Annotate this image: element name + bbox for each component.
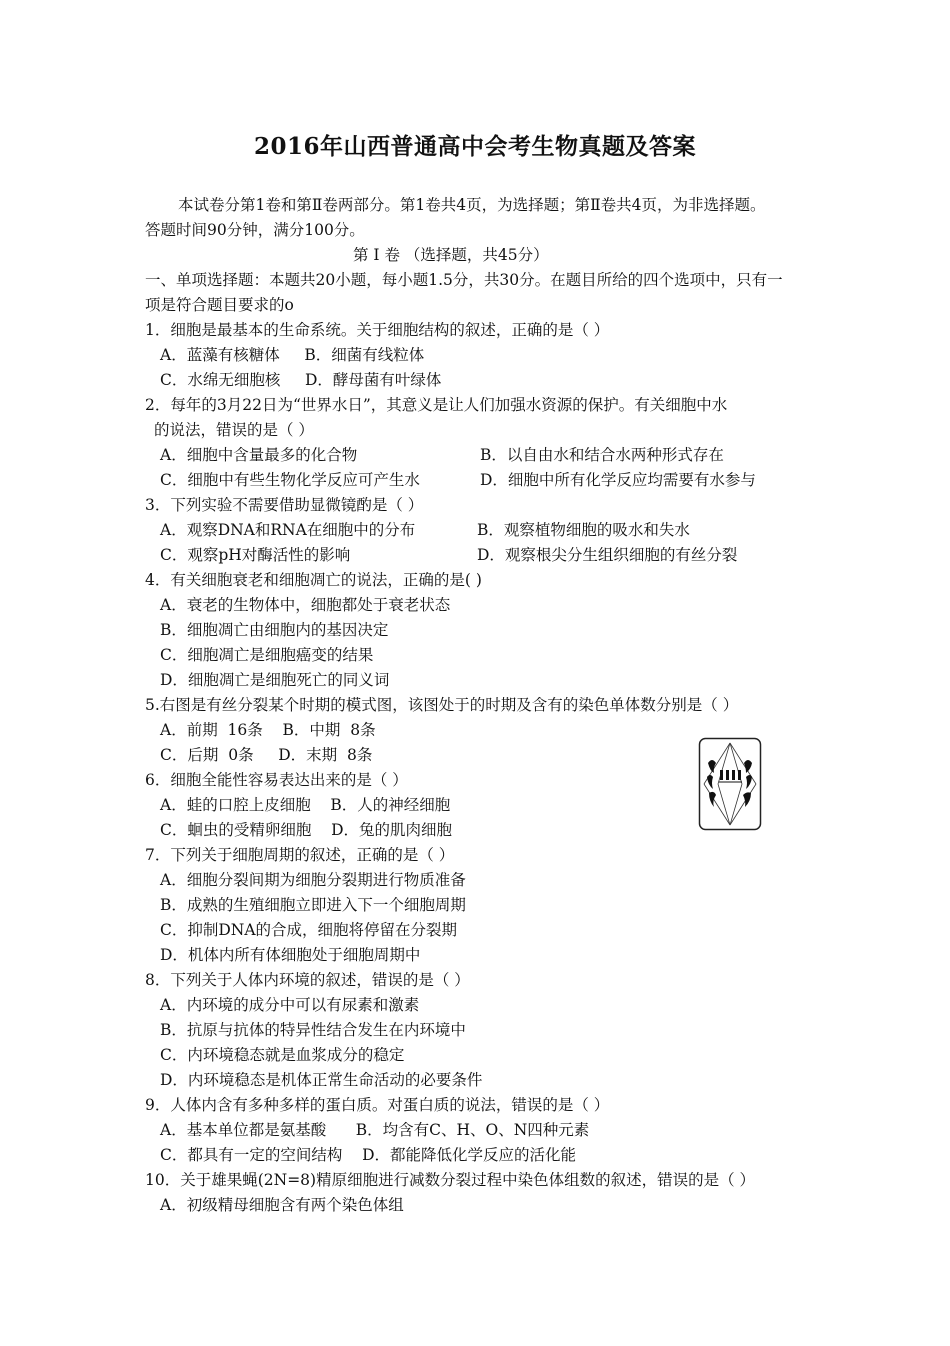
option-b: B．细胞凋亡由细胞内的基因决定 [160,621,389,639]
question-stem: 6．细胞全能性容易表达出来的是（ ） [145,771,408,789]
question-stem: 1．细胞是最基本的生命系统。关于细胞结构的叙述，正确的是（ ） [145,321,610,339]
option-a: A．细胞中含量最多的化合物 [160,446,358,464]
option-d: D．观察根尖分生组织细胞的有丝分裂 [477,546,738,564]
section-header: 第 I 卷 （选择题，共45分） [353,246,549,264]
option-row: A．前期 16条 B．中期 8条 [160,721,376,739]
intro-line-1: 本试卷分第1卷和第Ⅱ卷两部分。第1卷共4页，为选择题；第Ⅱ卷共4页，为非选择题。 [178,196,766,214]
question-stem-cont: 的说法，错误的是（ ） [154,421,314,439]
option-b: B．成熟的生殖细胞立即进入下一个细胞周期 [160,896,466,914]
option-d: D．细胞凋亡是细胞死亡的同义词 [160,671,390,689]
question-stem: 10．关于雄果蝇(2N=8)精原细胞进行减数分裂过程中染色体组数的叙述，错误的是（ ） [145,1171,756,1189]
option-b: B．观察植物细胞的吸水和失水 [477,521,690,539]
option-b: B．抗原与抗体的特异性结合发生在内环境中 [160,1021,466,1039]
question-stem: 7．下列关于细胞周期的叙述，正确的是（ ） [145,846,455,864]
question-stem: 8．下列关于人体内环境的叙述，错误的是（ ） [145,971,470,989]
option-b: B．以自由水和结合水两种形式存在 [480,446,724,464]
option-d: D．内环境稳态是机体正常生命活动的必要条件 [160,1071,483,1089]
option-row: C．都具有一定的空间结构 D．都能降低化学反应的活化能 [160,1146,576,1164]
mitosis-cell-figure [698,737,762,831]
option-c: C．内环境稳态就是血浆成分的稳定 [160,1046,405,1064]
option-row: C．后期 0条 D．末期 8条 [160,746,373,764]
option-row: C．蛔虫的受精卵细胞 D．兔的肌肉细胞 [160,821,452,839]
option-row: A．基本单位都是氨基酸 B．均含有C、H、O、N四种元素 [160,1121,590,1139]
option-d: D．细胞中所有化学反应均需要有水参与 [480,471,756,489]
question-stem: 2．每年的3月22日为“世界水日”，其意义是让人们加强水资源的保护。有关细胞中水 [145,396,728,414]
page-title: 2016年山西普通高中会考生物真题及答案 [253,133,696,160]
option-a: A．观察DNA和RNA在细胞中的分布 [160,521,416,539]
option-row: C．水绵无细胞核 D．酵母菌有叶绿体 [160,371,442,389]
option-c: C．细胞凋亡是细胞癌变的结果 [160,646,374,664]
intro-line-2: 答题时间90分钟，满分100分。 [145,221,365,239]
option-d: D．机体内所有体细胞处于细胞周期中 [160,946,421,964]
question-stem: 3．下列实验不需要借助显微镜酌是（ ） [145,496,424,514]
option-a: A．内环境的成分中可以有尿素和激素 [160,996,420,1014]
question-stem: 9．人体内含有多种多样的蛋白质。对蛋白质的说法，错误的是（ ） [145,1096,610,1114]
option-row: A．蛙的口腔上皮细胞 B．人的神经细胞 [160,796,451,814]
option-c: C．观察pH对酶活性的影响 [160,546,351,564]
option-a: A．细胞分裂间期为细胞分裂期进行物质准备 [160,871,466,889]
option-c: C．抑制DNA的合成，细胞将停留在分裂期 [160,921,458,939]
question-stem: 4．有关细胞衰老和细胞凋亡的说法，正确的是( ) [145,571,482,589]
option-c: C．细胞中有些生物化学反应可产生水 [160,471,420,489]
instructions-line-2: 项是符合题目要求的o [145,296,294,314]
question-stem: 5.右图是有丝分裂某个时期的模式图，该图处于的时期及含有的染色单体数分别是（ ） [145,696,739,714]
option-row: A．蓝藻有核糖体 B．细菌有线粒体 [160,346,425,364]
option-a: A．初级精母细胞含有两个染色体组 [160,1196,404,1214]
instructions-line-1: 一、单项选择题：本题共20小题，每小题1.5分，共30分。在题目所给的四个选项中，只有一 [145,271,783,289]
option-a: A．衰老的生物体中，细胞都处于衰老状态 [160,596,451,614]
